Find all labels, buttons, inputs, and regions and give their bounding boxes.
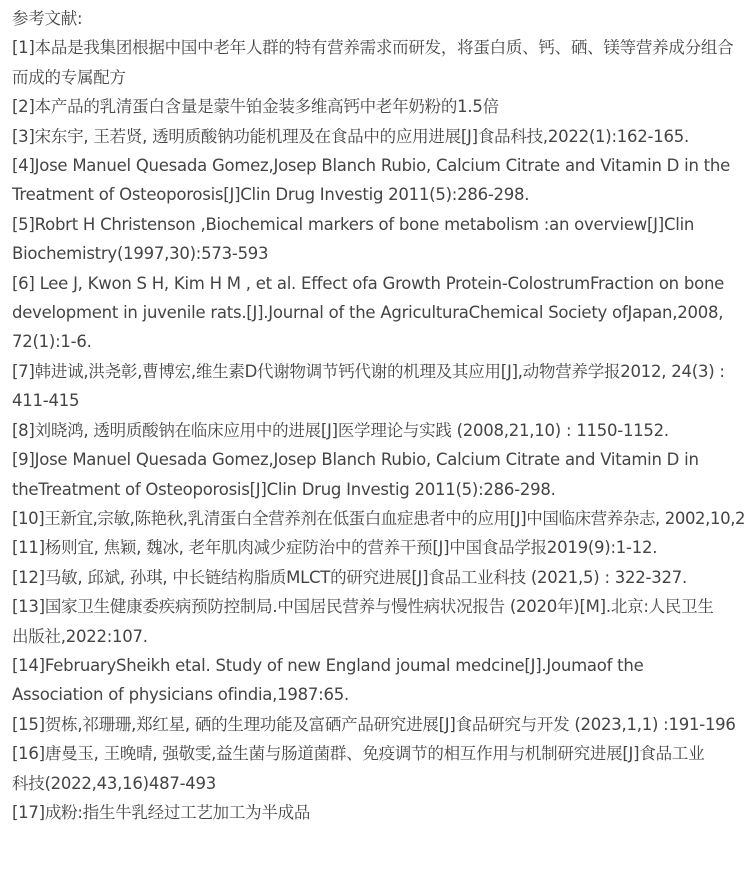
reference-line: 411-415 bbox=[12, 391, 80, 411]
reference-item bbox=[12, 151, 742, 210]
reference-item bbox=[12, 269, 742, 357]
reference-line: [11]杨则宜, 焦颖, 魏冰, 老年肌肉减少症防治中的营养干预[J]中国食品学报2019(9):1-12. bbox=[12, 538, 658, 558]
reference-item bbox=[12, 798, 742, 827]
reference-line: Biochemistry(1997,30):573-593 bbox=[12, 244, 269, 264]
reference-item bbox=[12, 563, 742, 592]
reference-line: [12]马敏, 邱斌, 孙琪, 中长链结构脂质MLCT的研究进展[J]食品工业科技 (2021,5) : 322-327. bbox=[12, 567, 687, 587]
reference-line: Treatment of Osteoporosis[J]Clin Drug Investig 2011(5):286-298. bbox=[12, 185, 530, 205]
reference-item bbox=[12, 592, 742, 651]
reference-item bbox=[12, 445, 742, 504]
reference-line: 72(1):1-6. bbox=[12, 332, 92, 352]
reference-line: [4]Jose Manuel Quesada Gomez,Josep Blanch Rubio, Calcium Citrate and Vitamin D in the bbox=[12, 156, 730, 176]
reference-line: development in juvenile rats.[J].Journal of the AgriculturaChemical Society ofJapan,2008, bbox=[12, 303, 724, 323]
reference-line: [14]FebruarySheikh etal. Study of new England joumal medcine[J].Joumaof the bbox=[12, 655, 644, 675]
reference-item bbox=[12, 710, 742, 739]
reference-item bbox=[12, 416, 742, 445]
reference-line: 科技(2022,43,16)487-493 bbox=[12, 773, 217, 793]
reference-line: [10]王新宜,宗敏,陈艳秋,乳清蛋白全营养剂在低蛋白血症患者中的应用[J]中国临床营养杂志, 2002,10,2 bbox=[12, 508, 746, 528]
reference-item bbox=[12, 739, 742, 798]
reference-line: [16]唐曼玉, 王晚晴, 强敬雯,益生菌与肠道菌群、免疫调节的相互作用与机制研究进展[J]食品工业 bbox=[12, 744, 705, 764]
reference-line: [1]本品是我集团根据中国中老年人群的特有营养需求而研发，将蛋白质、钙、硒、镁等营养成分组合 bbox=[12, 38, 734, 58]
reference-line: [17]成粉:指生牛乳经过工艺加工为半成品 bbox=[12, 802, 311, 822]
reference-line: [7]韩进诚,洪尧彰,曹博宏,维生素D代谢物调节钙代谢的机理及其应用[J],动物营养学报2012, 24(3) : bbox=[12, 361, 725, 381]
references-list bbox=[12, 33, 746, 827]
reference-item bbox=[12, 651, 742, 710]
reference-line: 而成的专属配方 bbox=[12, 67, 126, 87]
reference-line: [9]Jose Manuel Quesada Gomez,Josep Blanch Rubio, Calcium Citrate and Vitamin D in bbox=[12, 450, 699, 470]
reference-line: [6] Lee J, Kwon S H, Kim H M , et al. Effect ofa Growth Protein-ColostrumFraction on bone bbox=[12, 273, 725, 293]
reference-line: [15]贺栋,祁珊珊,郑红星, 硒的生理功能及富硒产品研究进展[J]食品研究与开发 (2023,1,1) :191-196 bbox=[12, 714, 736, 734]
reference-line: [5]Robrt H Christenson ,Biochemical markers of bone metabolism :an overview[J]Clin bbox=[12, 214, 695, 234]
reference-item bbox=[12, 122, 742, 151]
references-heading: 参考文献: bbox=[12, 9, 83, 28]
reference-item bbox=[12, 357, 742, 416]
reference-line: [3]宋东宇, 王若贤, 透明质酸钠功能机理及在食品中的应用进展[J]食品科技,2022(1):162-165. bbox=[12, 126, 689, 146]
reference-item bbox=[12, 92, 742, 121]
reference-line: 出版社,2022:107. bbox=[12, 626, 148, 646]
reference-item bbox=[12, 533, 742, 562]
reference-line: [13]国家卫生健康委疾病预防控制局.中国居民营养与慢性病状况报告 (2020年)[M].北京:人民卫生 bbox=[12, 597, 714, 617]
references-page bbox=[12, 4, 746, 827]
reference-item bbox=[12, 504, 746, 533]
reference-line: theTreatment of Osteoporosis[J]Clin Drug Investig 2011(5):286-298. bbox=[12, 479, 556, 499]
reference-line: [8]刘晓鸿, 透明质酸钠在临床应用中的进展[J]医学理论与实践 (2008,21,10) : 1150-1152. bbox=[12, 420, 669, 440]
reference-line: [2]本产品的乳清蛋白含量是蒙牛铂金装多维高钙中老年奶粉的1.5倍 bbox=[12, 97, 499, 117]
reference-item bbox=[12, 210, 742, 269]
reference-item bbox=[12, 33, 742, 92]
reference-line: Association of physicians ofindia,1987:65. bbox=[12, 685, 349, 705]
